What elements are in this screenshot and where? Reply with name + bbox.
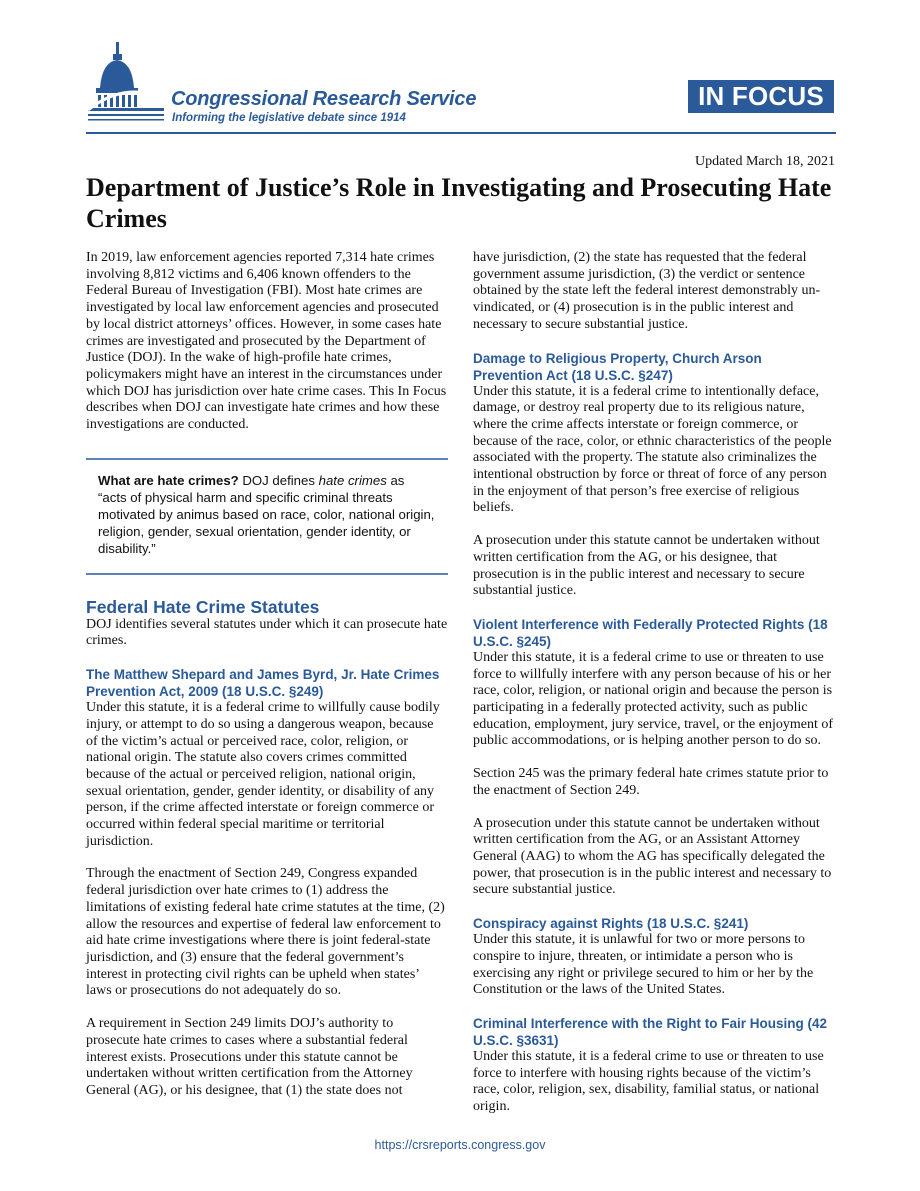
damage-heading: Damage to Religious Property, Church Arson Prevention Act (18 U.S.C. §247)	[473, 350, 762, 383]
box-term: hate crimes	[318, 472, 387, 488]
intro-paragraph: In 2019, law enforcement agencies reported 7,314 hate crimes involving 8,812 victims and 6,406 known offenders to the Federal Bureau of Investigation (FBI). Most hate crimes are investigated by local law enforcement agencies and prosecuted by local district attorneys’ offices. However, in some cases hate crimes are investigated and prosecuted by the Department of Justice (DOJ). In the wake of high-profile hate crimes, policymakers might have an interest in the circumstances under which DOJ has jurisdiction over hate crime cases. This In Focus describes when DOJ can investigate hate crimes and how these investigations are conducted.	[86, 250, 447, 433]
continued-paragraph: have jurisdiction, (2) the state has requested that the federal government assume jurisdiction, (3) the verdict or sentence obtained by the state left the federal interest demonstrably un-vindicated, or (4) prosecution is in the public interest and necessary to secure substantial justice.	[473, 250, 821, 332]
definition-box	[86, 458, 448, 575]
section-intro: DOJ identifies several statutes under which it can prosecute hate crimes.	[86, 616, 448, 649]
housing-paragraph: Under this statute, it is a federal crime to use or threaten to use force to interfere with housing rights because of the victim’s race, color, religion, sex, disability, familial status, or national origin.	[473, 1048, 824, 1115]
violent-paragraph-2: Section 245 was the primary federal hate crimes statute prior to the enactment of Section 249.	[473, 766, 829, 798]
right-column	[473, 250, 835, 1132]
updated-date: Updated March 18, 2021	[695, 154, 835, 169]
section-heading: Federal Hate Crime Statutes	[86, 596, 320, 617]
box-text-2: as “acts of physical harm and specific criminal threats motivated by animus based on race, color, national origin, religion, gender, sexual orientation, gender identity, or disability.”	[98, 472, 435, 556]
org-name: Congressional Research Service	[171, 88, 477, 110]
org-tagline: Informing the legislative debate since 1914	[172, 112, 406, 124]
housing-heading: Criminal Interference with the Right to Fair Housing (42 U.S.C. §3631)	[473, 1015, 828, 1048]
box-text-1: DOJ defines	[238, 472, 319, 488]
shepard-heading: The Matthew Shepard and James Byrd, Jr. Hate Crimes Prevention Act, 2009 (18 U.S.C. §249)	[86, 667, 440, 700]
violent-paragraph-1: Under this statute, it is a federal crime to use or threaten to use force to willfully interfere with any person because of his or her race, color, religion, or national origin and because the person is participating in a federally protected activity, such as public education, employment, jury service, travel, or the enjoyment of public accommodations, or is helping another person to do so.	[473, 649, 833, 749]
header-rule	[86, 132, 836, 134]
document-title: Department of Justice’s Role in Investigating and Prosecuting Hate Crimes	[86, 173, 832, 233]
shepard-paragraph-1: Under this statute, it is a federal crime to willfully cause bodily injury, or attempt to do so using a dangerous weapon, because of the victim’s actual or perceived race, color, religion, or national origin. The statute also covers crimes committed because of the actual or perceived religion, national origin, sexual orientation, gender, gender identity, or disability of any person, if the crime affected interstate or foreign commerce or occurred within federal special maritime or territorial jurisdiction.	[86, 700, 440, 849]
capitol-dome-logo-icon	[86, 40, 166, 130]
shepard-paragraph-3: A requirement in Section 249 limits DOJ’s authority to prosecute hate crimes to cases where a substantial federal interest exists. Prosecutions under this statute cannot be undertaken without written certification from the Attorney General (AG), or his designee, that (1) the state does not	[86, 1016, 413, 1098]
footer-url[interactable]: https://crsreports.congress.gov	[374, 1138, 546, 1152]
in-focus-badge: IN FOCUS	[688, 80, 834, 113]
violent-heading: Violent Interference with Federally Protected Rights (18 U.S.C. §245)	[473, 616, 828, 649]
conspiracy-heading: Conspiracy against Rights (18 U.S.C. §241)	[473, 916, 749, 932]
box-lead: What are hate crimes?	[98, 472, 239, 488]
left-column	[86, 250, 448, 1116]
violent-paragraph-3: A prosecution under this statute cannot be undertaken without written certification from the AG, or an Assistant Attorney General (AAG) to whom the AG has specifically delegated the power, that prosecution is in the public interest and necessary to secure substantial justice.	[473, 815, 832, 898]
conspiracy-paragraph: Under this statute, it is unlawful for two or more persons to conspire to injure, threaten, or intimidate a person who is exercising any right or privilege secured to him or her by the Constitution or the laws of the United States.	[473, 932, 814, 998]
shepard-paragraph-2: Through the enactment of Section 249, Congress expanded federal jurisdiction over hate crimes to (1) address the limitations of existing federal hate crime statutes at the time, (2) allow the resources and expertise of federal law enforcement to aid hate crime investigations where there is joint federal-state jurisdiction, and (3) ensure that the federal government’s interest in protecting civil rights can be upheld when states’ laws or prosecutions do not adequately do so.	[86, 866, 445, 999]
damage-paragraph-2: A prosecution under this statute cannot be undertaken without written certification from the AG, or his designee, that prosecution is in the public interest and necessary to secure substantial justice.	[473, 533, 820, 599]
damage-paragraph-1: Under this statute, it is a federal crime to intentionally deface, damage, or destroy real property due to its religious nature, where the crime affects interstate or foreign commerce, or because of the race, color, or ethnic characteristics of the people associated with the property. The statute also criminalizes the intentional obstruction by force or threat of force of any person in the enjoyment of that person’s free exercise of religious beliefs.	[473, 383, 832, 516]
page-header	[86, 40, 836, 135]
